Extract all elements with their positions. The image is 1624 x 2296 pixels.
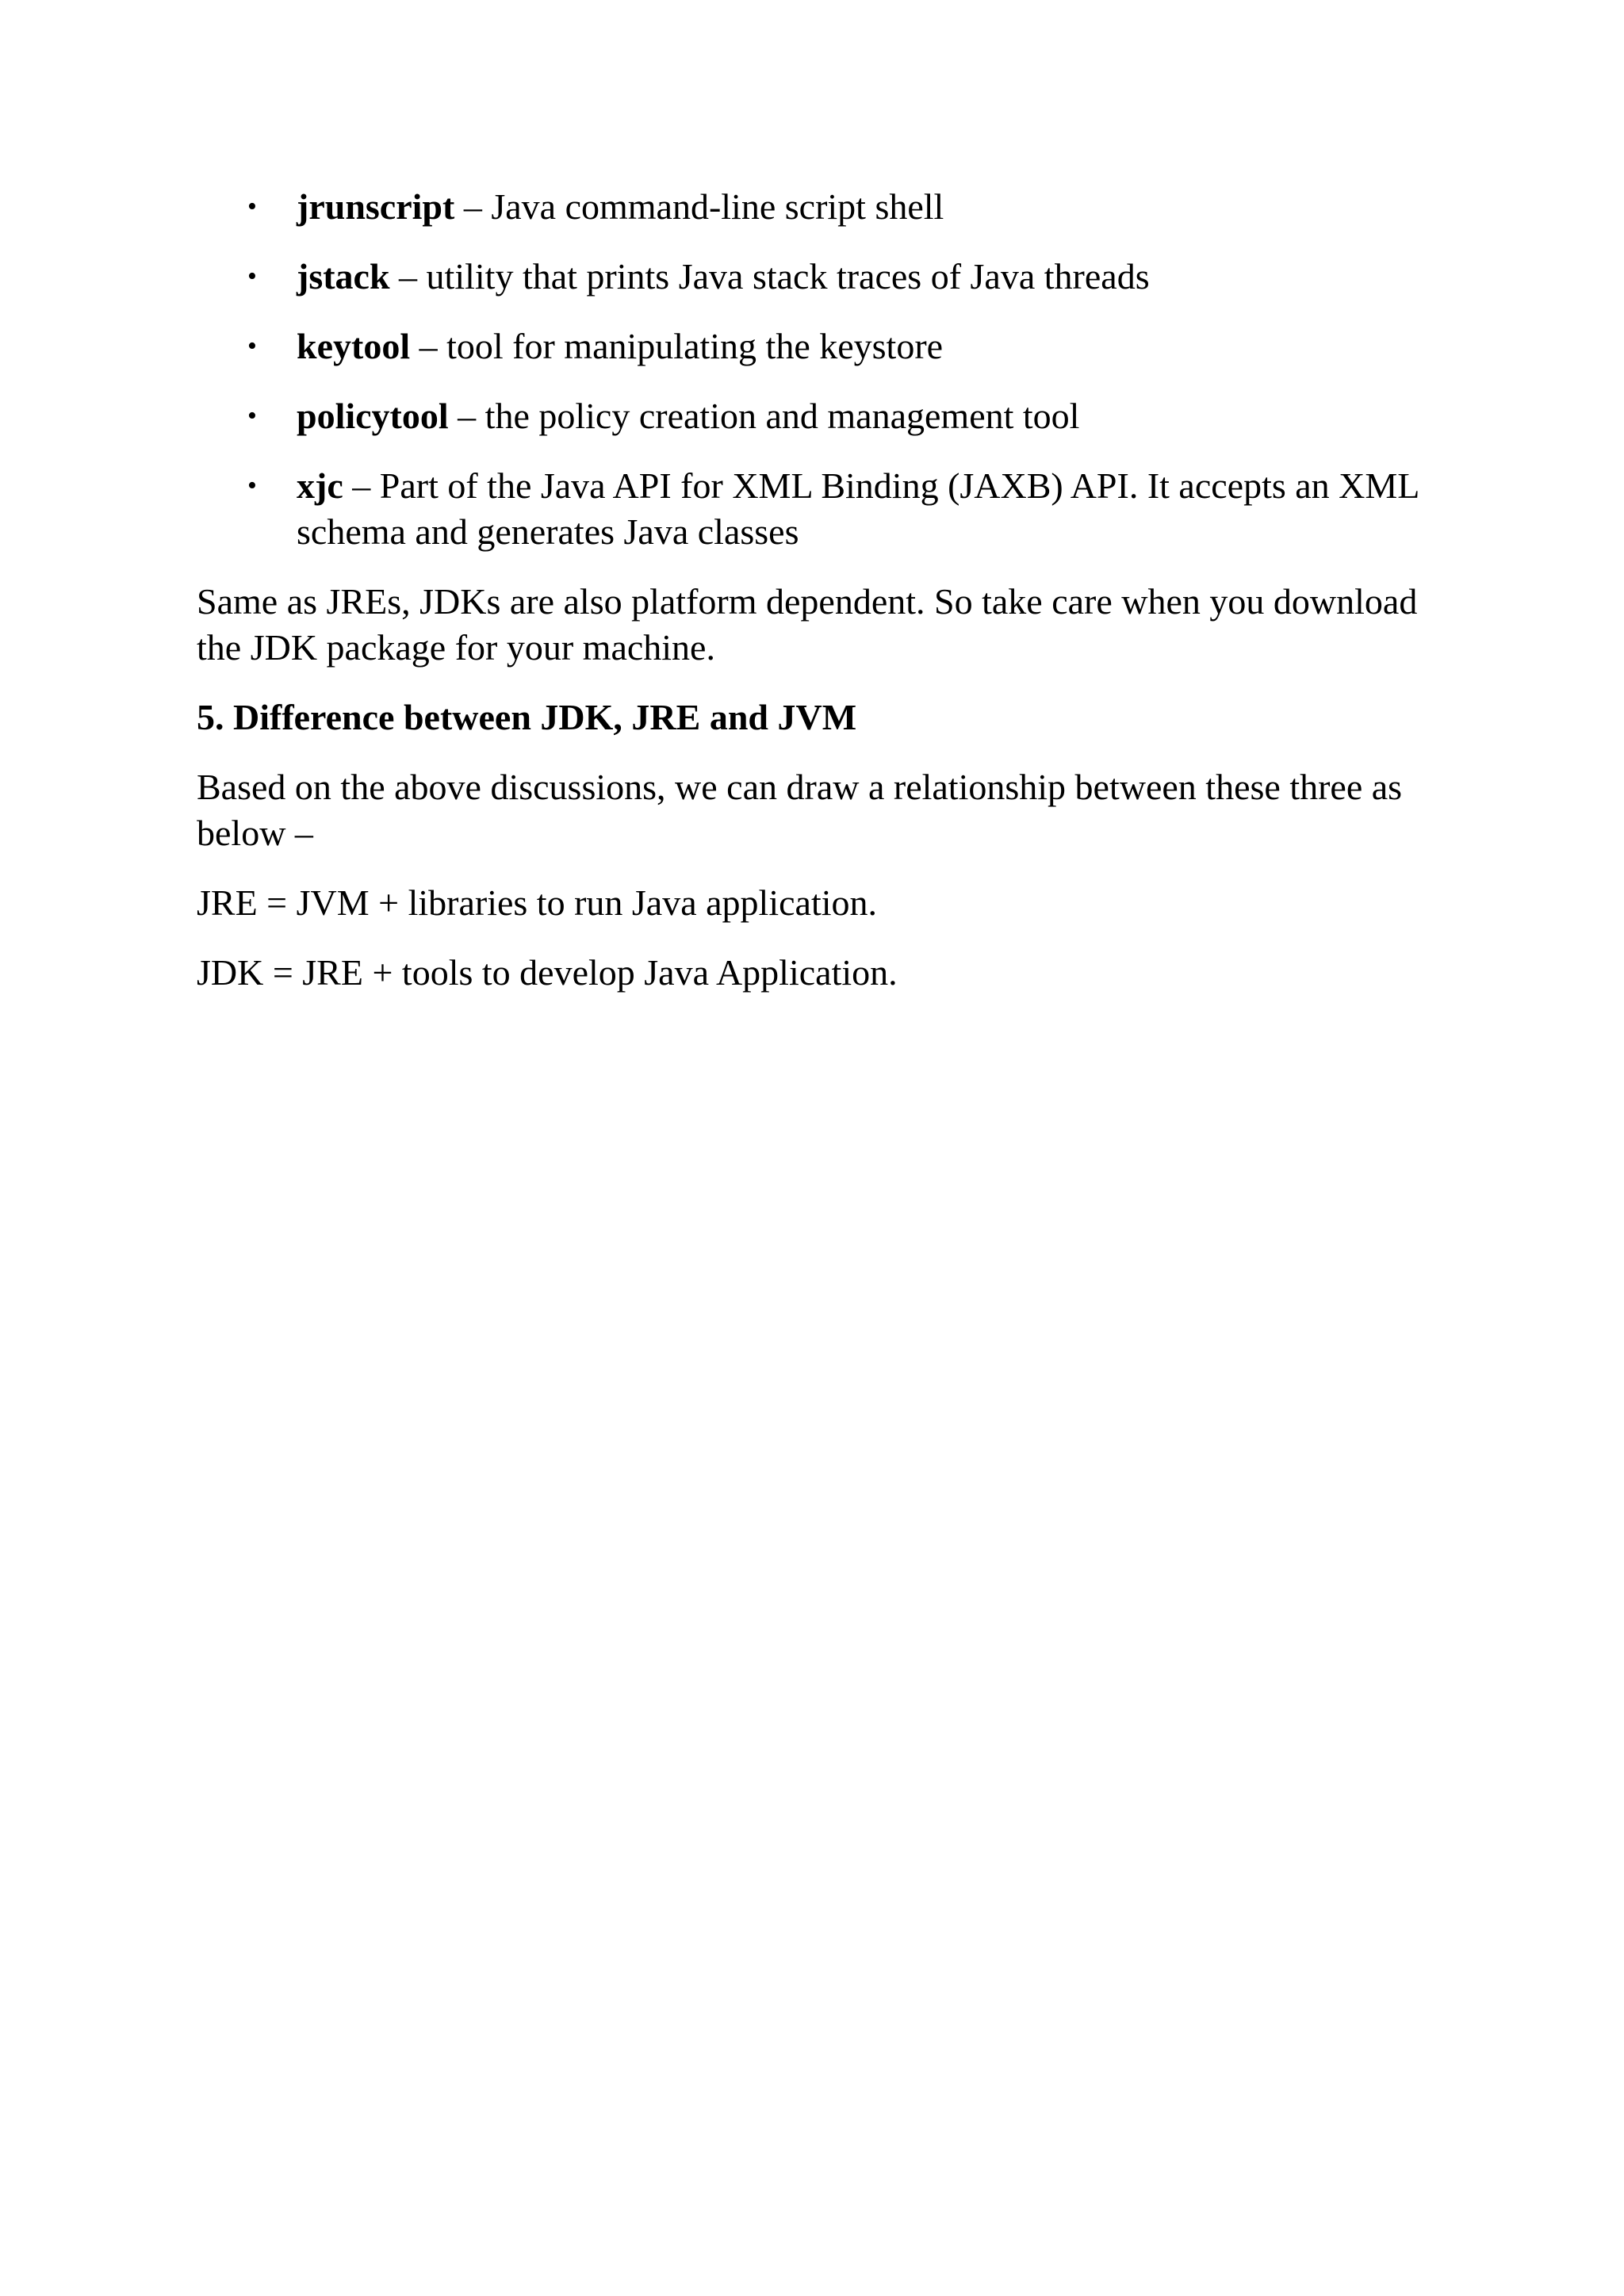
bullet-icon: • — [247, 471, 257, 500]
list-item-term: keytool — [297, 326, 411, 366]
list-item-term: policytool — [297, 396, 449, 436]
list-item-term: jrunscript — [297, 186, 455, 227]
paragraph-relationship: Based on the above discussions, we can draw a relationship between these three as below – — [197, 767, 1403, 853]
bullet-icon: • — [247, 262, 257, 291]
section-heading: 5. Difference between JDK, JRE and JVM — [197, 697, 857, 737]
formula-jre: JRE = JVM + libraries to run Java application. — [197, 882, 878, 923]
paragraph-platform-dependence: Same as JREs, JDKs are also platform dependent. So take care when you download the JDK package for your machine. — [197, 581, 1418, 668]
list-item-description: – utility that prints Java stack traces of Java threads — [389, 256, 1150, 297]
bullet-icon: • — [247, 331, 257, 361]
list-item-description: – Part of the Java API for XML Binding (JAXB) API. It accepts an XML schema and generates Java classes — [297, 465, 1419, 552]
list-item — [197, 254, 1434, 300]
bullet-icon: • — [247, 401, 257, 430]
list-item-term: jstack — [297, 256, 390, 297]
formula-jdk: JDK = JRE + tools to develop Java Application. — [197, 952, 898, 993]
list-item — [197, 393, 1434, 439]
bullet-icon: • — [247, 192, 257, 221]
list-item-description: – the policy creation and management tool — [448, 396, 1080, 436]
list-item-description: – tool for manipulating the keystore — [410, 326, 944, 366]
list-item — [197, 184, 1434, 230]
list-item — [197, 463, 1434, 555]
list-item-description: – Java command-line script shell — [454, 186, 944, 227]
page-content — [197, 184, 1434, 1020]
list-item — [197, 323, 1434, 369]
list-item-term: xjc — [297, 465, 343, 506]
tools-list — [197, 184, 1434, 555]
